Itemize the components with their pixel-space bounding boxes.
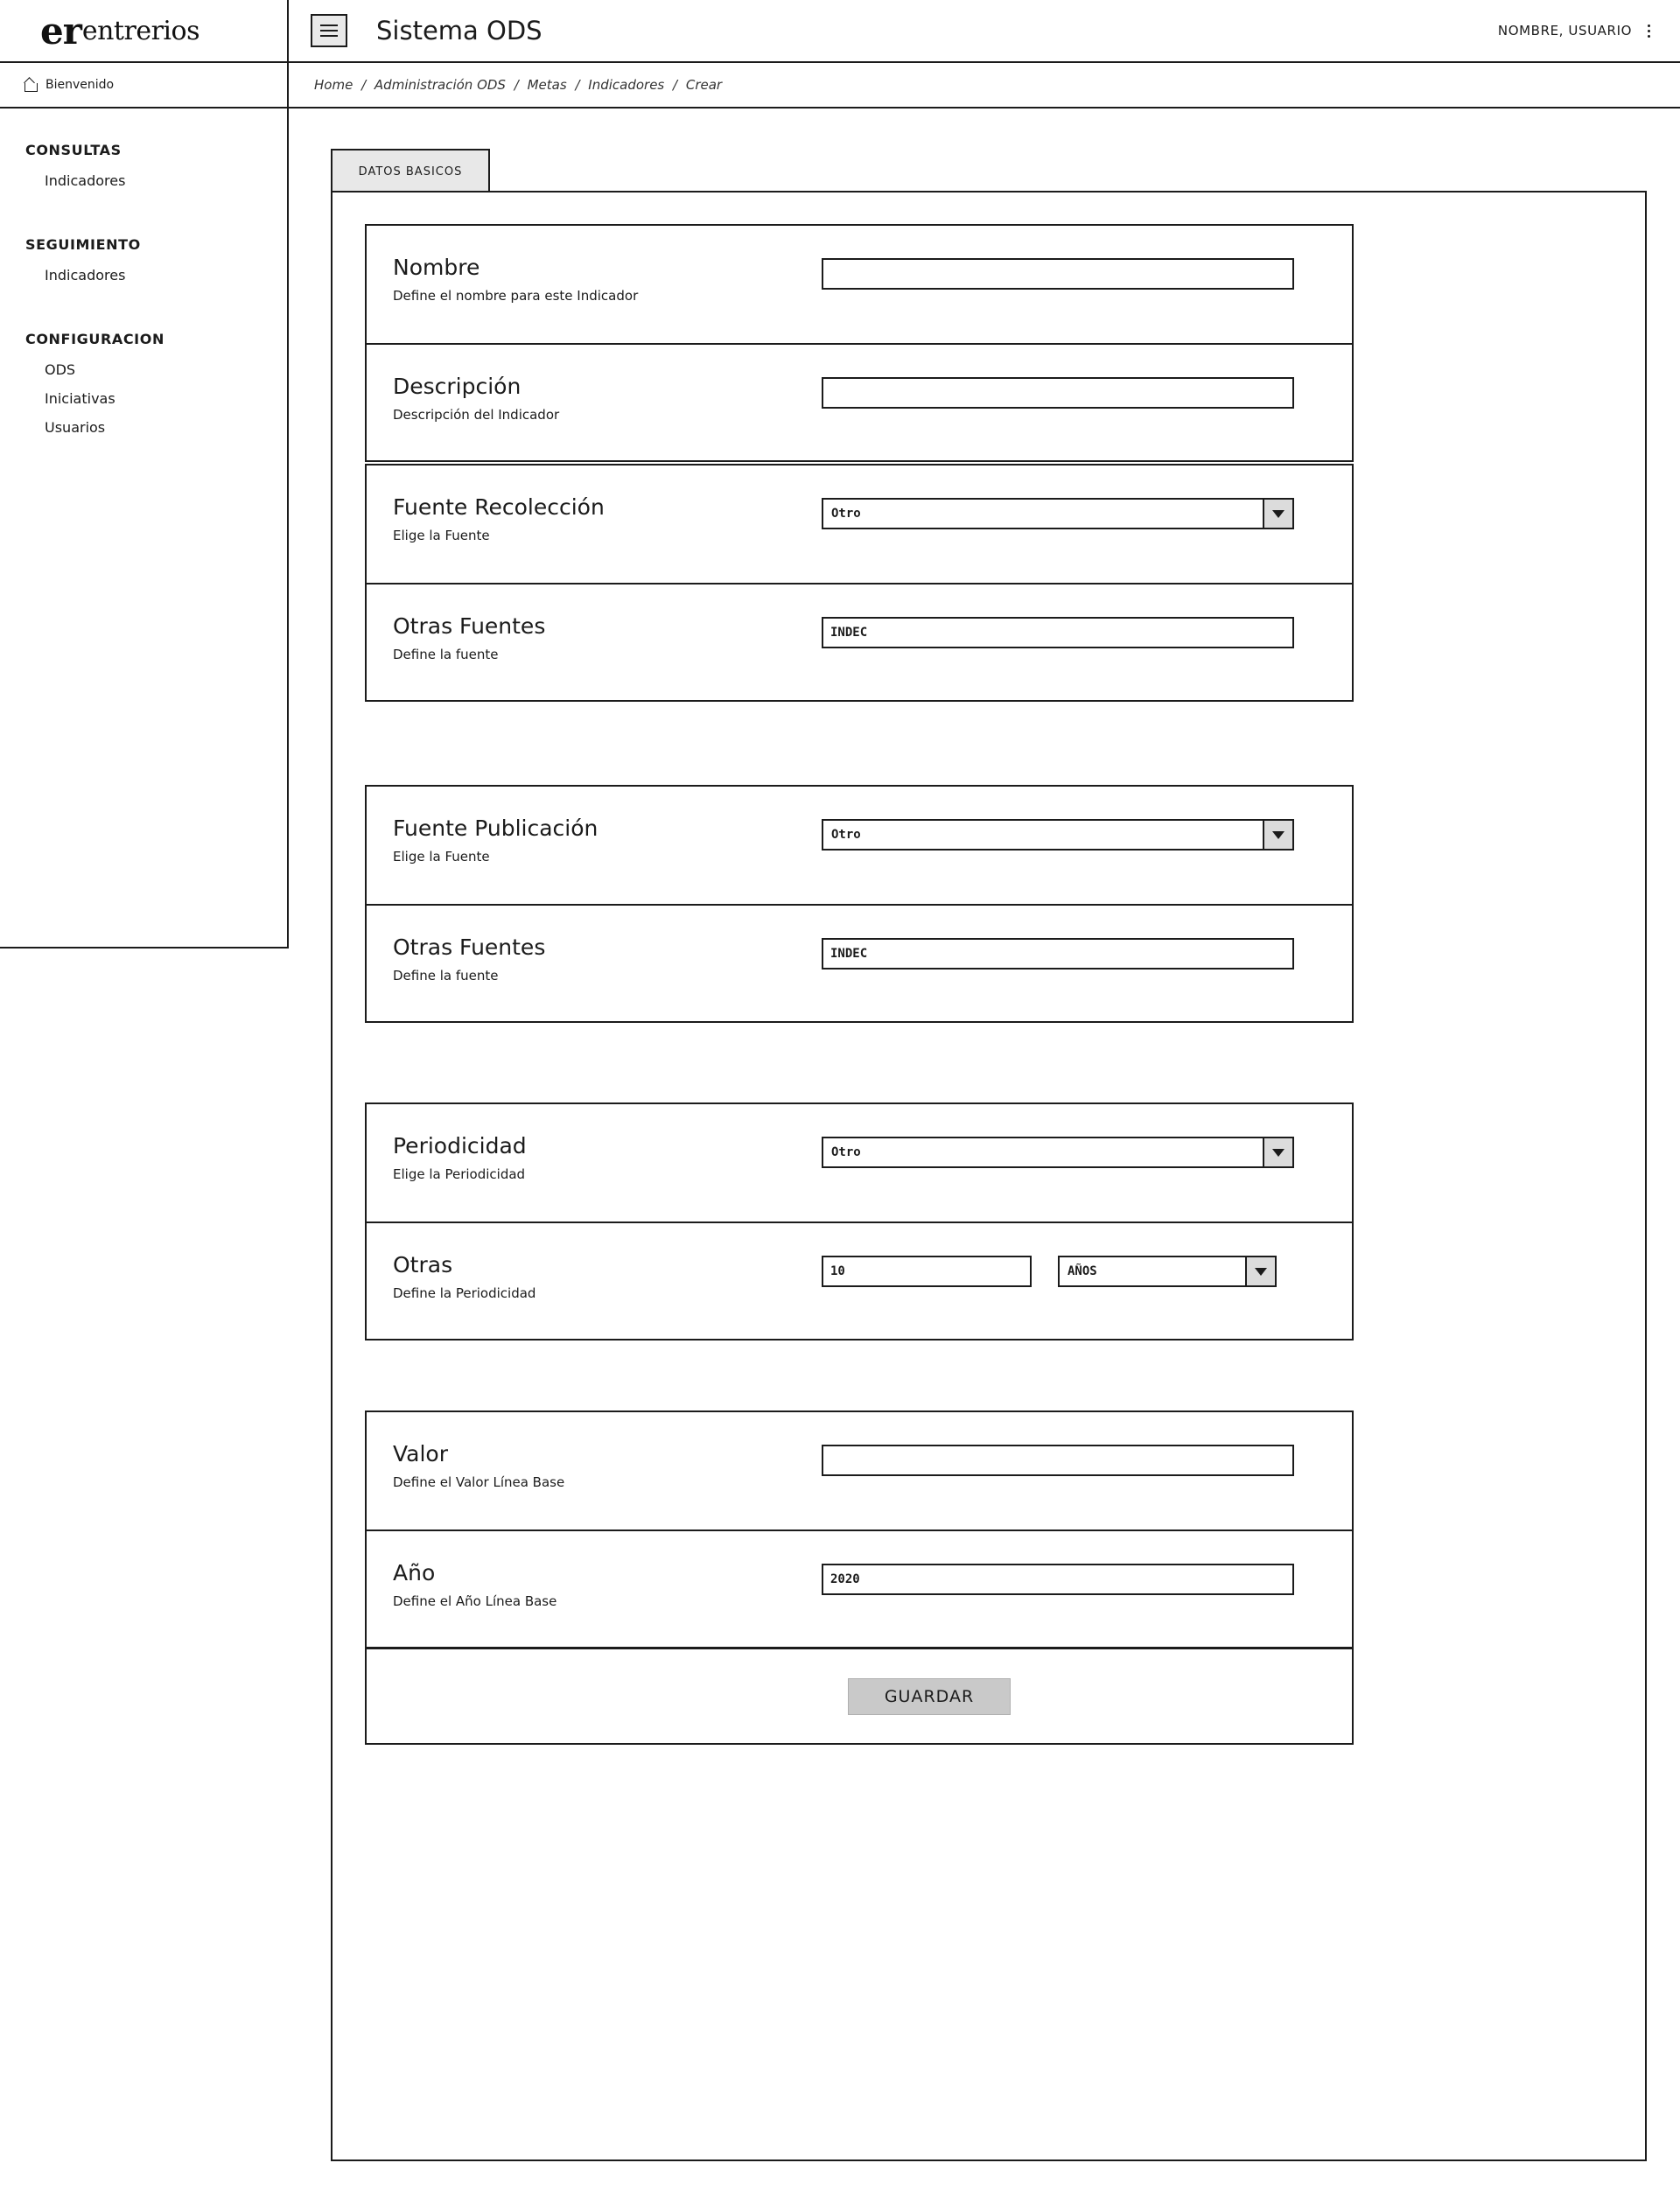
top-bar	[0, 0, 1680, 63]
breadcrumb-item-metas[interactable]: Metas	[527, 77, 567, 93]
field-label-valor: Valor	[393, 1441, 449, 1466]
otras-periodicidad-cantidad-input[interactable]	[822, 1256, 1032, 1287]
breadcrumb-item-indicadores[interactable]: Indicadores	[588, 77, 665, 93]
kebab-icon[interactable]	[1644, 22, 1654, 40]
field-help-nombre: Define el nombre para este Indicador	[393, 287, 639, 304]
field-help-otras-fuentes-publicacion: Define la fuente	[393, 967, 499, 984]
otras-periodicidad-unidad-value: AÑOS	[1068, 1264, 1097, 1278]
field-label-otras-fuentes-publicacion: Otras Fuentes	[393, 934, 546, 960]
breadcrumb-item-crear: Crear	[685, 77, 723, 93]
fieldgroup-periodicidad	[365, 1102, 1354, 1340]
field-label-nombre: Nombre	[393, 255, 480, 280]
fuente-recoleccion-select[interactable]	[822, 498, 1294, 529]
hamburger-bar	[320, 30, 338, 32]
breadcrumb-item-administracion[interactable]: Administración ODS	[374, 77, 506, 93]
fuente-recoleccion-selected-value: Otro	[831, 507, 861, 521]
kebab-dot	[1648, 35, 1650, 38]
field-controls	[822, 816, 1294, 850]
chevron-down-icon[interactable]	[1263, 500, 1292, 528]
field-labels	[367, 614, 822, 662]
brand-primary-text: er	[40, 9, 81, 52]
field-labels	[367, 1561, 822, 1609]
field-controls	[822, 1253, 1277, 1287]
field-row-fuente-publicacion	[367, 787, 1352, 904]
caret-glyph	[1272, 1149, 1284, 1157]
breadcrumb-separator: /	[514, 77, 519, 93]
field-row-otras-fuentes-recoleccion	[367, 583, 1352, 700]
descripcion-input[interactable]	[822, 377, 1294, 409]
field-labels	[367, 1134, 822, 1182]
sidebar-item-seguimiento-indicadores[interactable]: Indicadores	[45, 267, 126, 284]
valor-input[interactable]	[822, 1445, 1294, 1476]
hamburger-bar	[320, 35, 338, 37]
breadcrumb-separator: /	[575, 77, 580, 93]
field-row-otras-periodicidad	[367, 1222, 1352, 1339]
brand-logo	[0, 0, 289, 62]
field-help-periodicidad: Elige la Periodicidad	[393, 1166, 526, 1182]
sidebar-group-configuracion: CONFIGURACION	[25, 331, 164, 347]
tab-strip	[331, 149, 1647, 192]
sidebar-group-consultas: CONSULTAS	[25, 142, 122, 158]
field-labels	[367, 1442, 822, 1490]
welcome-block[interactable]	[0, 62, 289, 108]
chevron-down-icon[interactable]	[1263, 821, 1292, 849]
welcome-label: Bienvenido	[46, 78, 115, 92]
form-panel	[331, 191, 1647, 2161]
field-help-anio: Define el Año Línea Base	[393, 1592, 557, 1609]
breadcrumb-separator: /	[361, 77, 367, 93]
fuente-publicacion-selected-value: Otro	[831, 828, 861, 842]
sidebar-spacer	[0, 296, 287, 331]
caret-glyph	[1255, 1268, 1267, 1276]
fieldgroup-linea-base	[365, 1410, 1354, 1745]
caret-glyph	[1272, 510, 1284, 518]
field-row-periodicidad	[367, 1104, 1352, 1222]
field-controls	[822, 256, 1294, 290]
sidebar-item-usuarios[interactable]: Usuarios	[45, 419, 106, 436]
field-help-descripcion: Descripción del Indicador	[393, 406, 560, 423]
periodicidad-selected-value: Otro	[831, 1145, 861, 1159]
otras-periodicidad-unidad-select[interactable]	[1058, 1256, 1277, 1287]
field-row-otras-fuentes-publicacion	[367, 904, 1352, 1021]
field-controls	[822, 374, 1294, 409]
field-controls	[822, 935, 1294, 970]
field-labels	[367, 495, 822, 543]
field-label-fuente-publicacion: Fuente Publicación	[393, 816, 598, 841]
fuente-publicacion-select[interactable]	[822, 819, 1294, 850]
breadcrumb-separator: /	[673, 77, 678, 93]
field-row-nombre	[367, 226, 1352, 343]
field-controls	[822, 495, 1294, 529]
field-row-anio	[367, 1530, 1352, 1647]
hamburger-icon[interactable]	[311, 14, 347, 47]
field-row-descripcion	[367, 343, 1352, 460]
field-label-fuente-recoleccion: Fuente Recolección	[393, 494, 605, 520]
fieldgroup-identificacion	[365, 224, 1354, 462]
chevron-down-icon[interactable]	[1263, 1138, 1292, 1166]
field-label-periodicidad: Periodicidad	[393, 1133, 527, 1158]
periodicidad-select[interactable]	[822, 1137, 1294, 1168]
save-button[interactable]: GUARDAR	[848, 1678, 1011, 1715]
field-labels	[367, 816, 822, 864]
main-content	[331, 149, 1647, 2161]
app-title: Sistema ODS	[376, 16, 542, 46]
sidebar-item-iniciativas[interactable]: Iniciativas	[45, 390, 116, 407]
otras-fuentes-publicacion-input[interactable]	[822, 938, 1294, 970]
sidebar-item-ods[interactable]: ODS	[45, 361, 76, 378]
breadcrumb-bar	[0, 63, 1680, 108]
field-controls	[822, 1561, 1294, 1595]
field-label-otras-periodicidad: Otras	[393, 1252, 453, 1278]
chevron-down-icon[interactable]	[1245, 1257, 1275, 1285]
form-actions-row	[367, 1647, 1352, 1743]
field-labels	[367, 256, 822, 304]
field-help-fuente-recoleccion: Elige la Fuente	[393, 527, 490, 543]
field-row-fuente-recoleccion	[367, 466, 1352, 583]
otras-fuentes-recoleccion-input[interactable]	[822, 617, 1294, 648]
field-controls	[822, 1134, 1294, 1168]
tab-datos-basicos[interactable]: DATOS BASICOS	[331, 149, 490, 192]
home-icon	[24, 80, 38, 91]
breadcrumb	[289, 77, 722, 93]
field-labels	[367, 1253, 822, 1301]
field-controls	[822, 614, 1294, 648]
kebab-dot	[1648, 24, 1650, 27]
field-controls	[822, 1442, 1294, 1476]
sidebar-group-seguimiento: SEGUIMIENTO	[25, 236, 141, 253]
fieldgroup-fuente-recoleccion	[365, 464, 1354, 702]
hamburger-bar	[320, 24, 338, 26]
field-help-fuente-publicacion: Elige la Fuente	[393, 848, 490, 864]
sidebar-spacer	[0, 201, 287, 236]
field-help-valor: Define el Valor Línea Base	[393, 1474, 565, 1490]
nombre-input[interactable]	[822, 258, 1294, 290]
fieldgroup-fuente-publicacion	[365, 785, 1354, 1023]
field-labels	[367, 935, 822, 984]
field-label-anio: Año	[393, 1560, 436, 1586]
kebab-dot	[1648, 30, 1650, 32]
sidebar-item-consultas-indicadores[interactable]: Indicadores	[45, 172, 126, 189]
field-help-otras-periodicidad: Define la Periodicidad	[393, 1284, 536, 1301]
field-labels	[367, 374, 822, 423]
brand-secondary-text: entrerios	[81, 15, 200, 46]
user-menu-label[interactable]: NOMBRE, USUARIO	[1497, 23, 1632, 38]
caret-glyph	[1272, 831, 1284, 839]
field-help-otras-fuentes-recoleccion: Define la fuente	[393, 646, 499, 662]
field-row-valor	[367, 1412, 1352, 1530]
breadcrumb-item-home[interactable]: Home	[314, 77, 354, 93]
sidebar	[0, 108, 289, 948]
topbar-right-cluster	[1498, 22, 1680, 40]
field-label-descripcion: Descripción	[393, 374, 522, 399]
anio-input[interactable]	[822, 1564, 1294, 1595]
field-label-otras-fuentes-recoleccion: Otras Fuentes	[393, 613, 546, 639]
